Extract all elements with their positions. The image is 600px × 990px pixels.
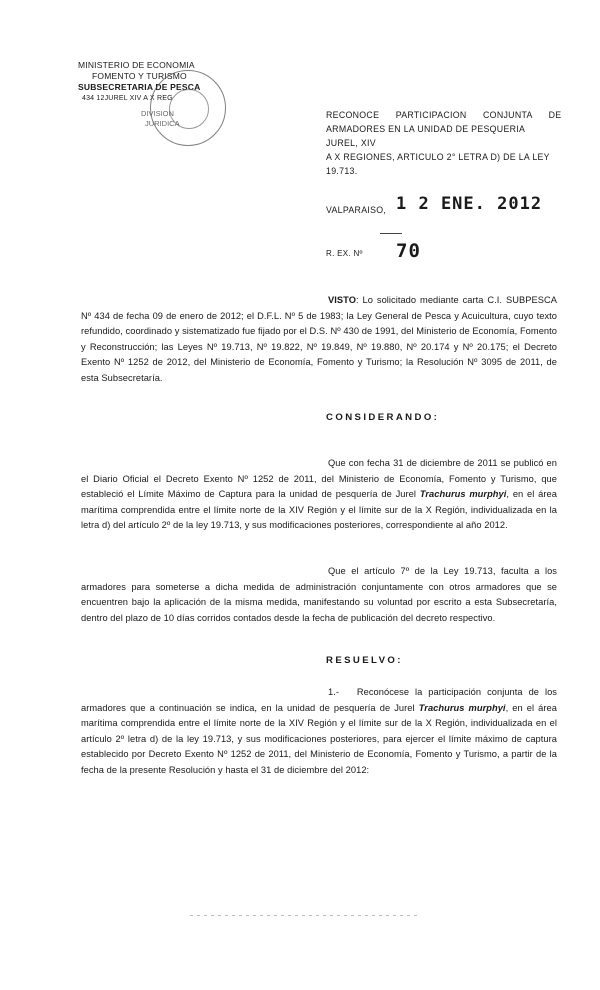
- resuelvo-p1-species: Trachurus murphyi: [418, 702, 506, 713]
- considerando-p1-species: Trachurus murphyi: [419, 489, 507, 500]
- subject-line-4: 19.713.: [326, 166, 358, 176]
- subject-line-2: ARMADORES EN LA UNIDAD DE PESQUERIA JUREL, XIV: [326, 124, 525, 148]
- resolution-number-mark: [380, 233, 402, 234]
- ministry-line-3: SUBSECRETARIA DE PESCA: [78, 82, 201, 92]
- seal-label-1: DIVISION: [141, 109, 174, 118]
- subject-block: [326, 108, 562, 178]
- visto-paragraph: [81, 293, 557, 387]
- place-label: VALPARAISO,: [326, 205, 387, 215]
- seal-label-2: JURIDICA: [145, 119, 180, 128]
- considerando-paragraph-1: [81, 456, 557, 534]
- subject-line-3: A X REGIONES, ARTICULO 2° LETRA D) DE LA LEY: [326, 152, 550, 162]
- considerando-p1-text-a: Que con fecha 31 de diciembre de 2011 se publicó en el Diario Oficial el Decreto Exento Nº 1252 de 2011, del Ministerio de Economía, Fomento y Turismo, que estableció el Límite Máximo de Captura para la unidad de pesquería de Jurel: [81, 458, 557, 500]
- ministry-line-1: MINISTERIO DE ECONOMIA: [78, 60, 195, 70]
- resuelvo-paragraph-1: [81, 685, 557, 779]
- resuelvo-p1-text-b: , en el área marítima comprendida entre el límite norte de la XIV Región y el límite sur de la X Región, individualizada en el artículo 2º letra d) de la ley 19.713, y sus modificaciones posteriores, para ejercer el límite máximo de captura establecido por Decreto Exento Nº 1252 de 2011, del Ministerio de Economía, Fomento y Turismo, a partir de la fecha de la presente Resolución y hasta el 31 de diciembre del 2012:: [81, 702, 557, 775]
- date-stamp: 1 2 ENE. 2012: [396, 194, 543, 214]
- considerando-paragraph-2: [81, 564, 557, 626]
- subject-line-1: RECONOCE PARTICIPACION CONJUNTA DE: [326, 110, 562, 120]
- resuelvo-p1-number: 1.-: [328, 687, 339, 697]
- resuelvo-p1-text-a: Reconócese la participación conjunta de los armadores que a continuación se indica, en la unidad de pesquería de Jurel: [81, 687, 557, 713]
- visto-text: : Lo solicitado mediante carta C.I. SUBPESCA Nº 434 de fecha 09 de enero de 2012; el D.F.L. Nº 5 de 1983; la Ley General de Pesca y Acuicultura, cuyo texto refundido, coordinado y sistematizado fue fijado por el D.S. Nº 430 de 1991, del Ministerio de Economía, Fomento y Reconstrucción; las Leyes Nº 19.713, Nº 19.822, Nº 19.849, Nº 19.880, Nº 20.174 y Nº 20.175; el Decreto Exento Nº 1252 de 2012, del Ministerio de Economía, Fomento y Turismo; la Resolución Nº 3095 de 2011, de esta Subsecretaría.: [81, 295, 557, 383]
- ministry-line-2: FOMENTO Y TURISMO: [92, 71, 187, 81]
- ministry-ref-line: 434 12JUREL XIV A X REG: [82, 95, 173, 102]
- resuelvo-heading: RESUELVO:: [326, 655, 403, 666]
- scan-artifact-line: [190, 915, 420, 916]
- resolution-number: 70: [396, 240, 421, 262]
- considerando-p1-text-b: , en el área marítima comprendida entre el límite norte de la XIV Región y el límite sur de la X Región, individualizada en la letra d) del artículo 2º de la ley 19.713, y sus modificaciones posteriores, correspondiente al año 2012.: [81, 489, 557, 531]
- resolution-prefix: R. EX. Nº: [326, 249, 363, 258]
- considerando-heading: CONSIDERANDO:: [326, 412, 440, 423]
- division-seal: [141, 70, 226, 146]
- visto-label: VISTO: [328, 295, 356, 305]
- considerando-p2-text: Que el artículo 7º de la Ley 19.713, faculta a los armadores para someterse a dicha medida de administración conjuntamente con otros armadores que se encuentren bajo la aplicación de la misma medida, manifestando su voluntad por escrito a esta Subsecretaría, dentro del plazo de 10 días corridos contados desde la fecha de publicación del decreto respectivo.: [81, 566, 557, 623]
